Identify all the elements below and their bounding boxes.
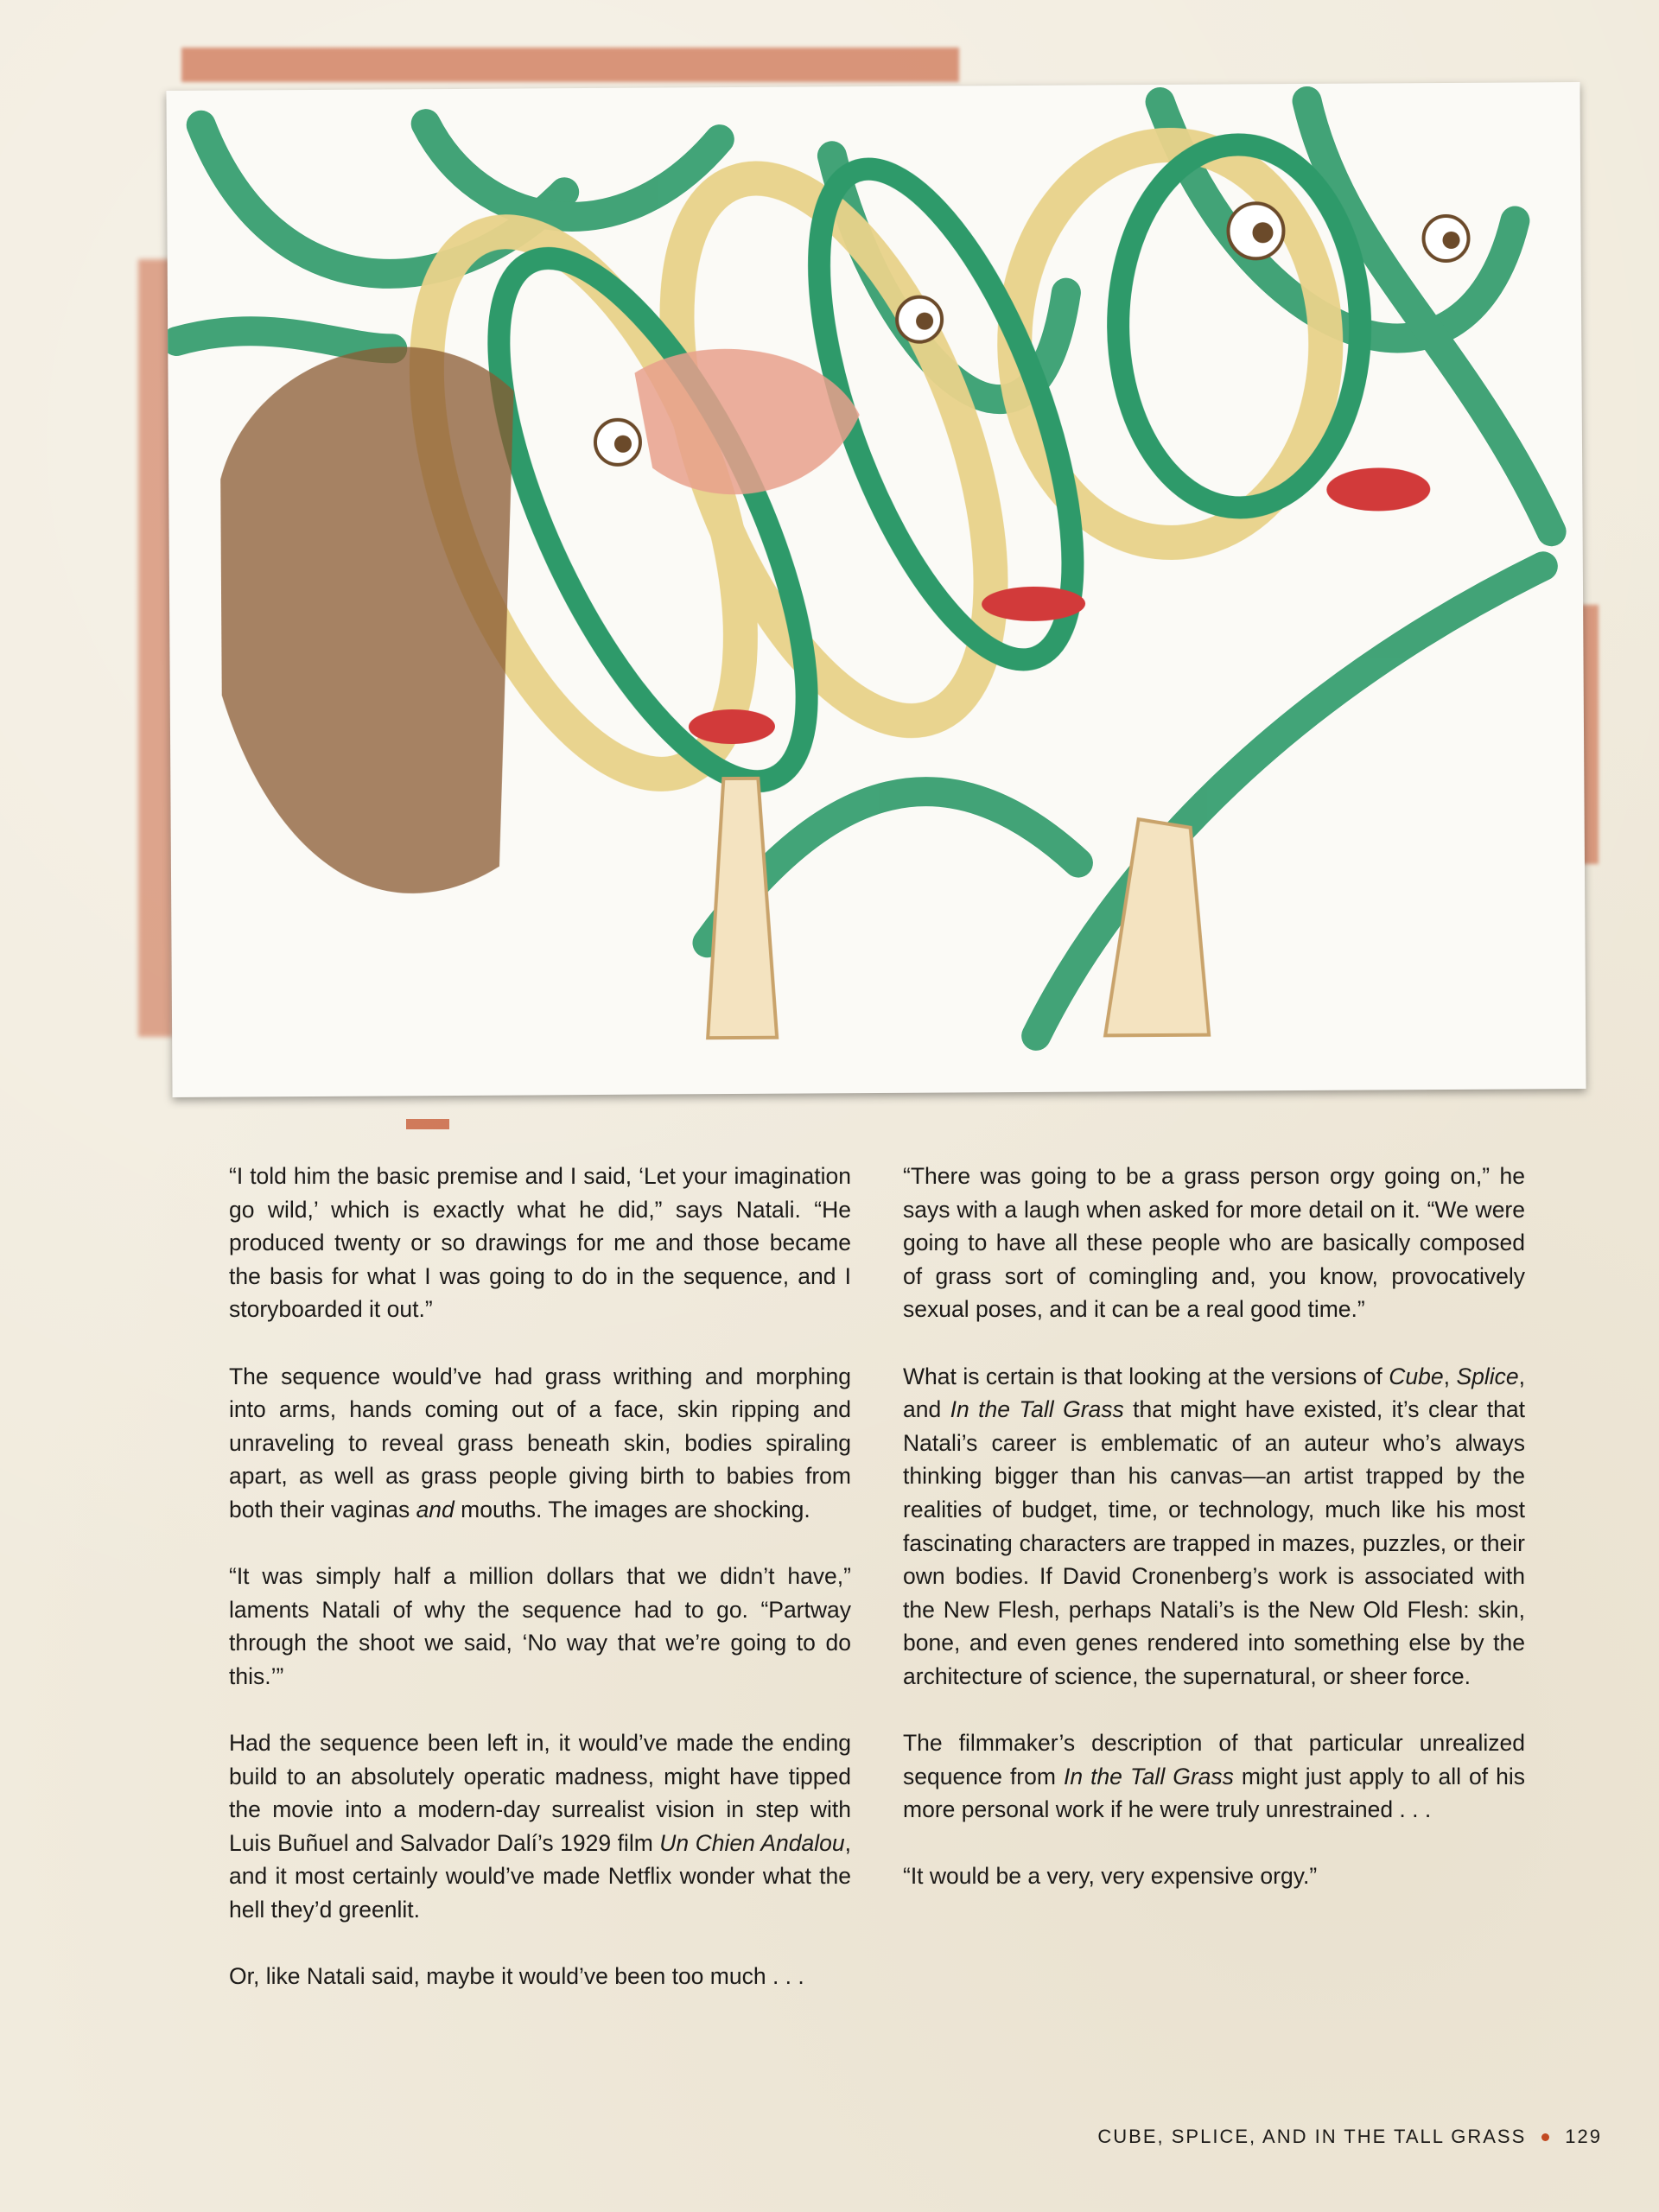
text-run: , and (903, 1363, 1526, 1423)
text-run: The filmmaker’s description of that particular unrealized sequence from (903, 1730, 1525, 1789)
paragraph (903, 1726, 1525, 1827)
paint-splatter (181, 48, 959, 82)
paragraph (229, 1360, 851, 1527)
paint-splatter (406, 1119, 449, 1129)
text-run: “I told him the basic premise and I said, ‘Let your imagination go wild,’ which is exactly what he did,” says Natali. “He produced twenty or so drawings for me and those became the basis for what I was going to do in the sequence, and I storyboarded it out.” (229, 1163, 851, 1323)
text-run: , (1443, 1363, 1457, 1389)
italic-text: In the Tall Grass (950, 1396, 1124, 1423)
text-run: “It would be a very, very expensive orgy.” (903, 1863, 1318, 1890)
text-run: Or, like Natali said, maybe it would’ve been too much . . . (229, 1963, 804, 1990)
text-run: , and it most certainly would’ve made Netflix wonder what the hell they’d greenlit. (229, 1829, 852, 1923)
hair (219, 346, 517, 895)
page-number: 129 (1565, 2126, 1602, 2147)
paragraph (229, 1960, 851, 1993)
paragraph (903, 1859, 1525, 1893)
paragraph (229, 1160, 851, 1326)
italic-text: Un Chien Andalou (659, 1829, 845, 1856)
italic-text: Splice (1456, 1363, 1519, 1389)
paragraph (903, 1360, 1525, 1694)
text-run: Had the sequence been left in, it would’ve made the ending build to an absolutely operatic madness, might have tipped the movie into a modern-day surrealist vision in step with Luis Buñuel and Salvador Dalí’s 1929 film (229, 1730, 851, 1856)
page-footer (1097, 2126, 1602, 2148)
paragraph (229, 1726, 851, 1927)
text-run: The sequence would’ve had grass writhing and morphing into arms, hands coming out of a face, skin ripping and unraveling to reveal grass beneath skin, bodies spiraling apart, as well as grass people giving birth to babies from both their vaginas (229, 1363, 851, 1522)
italic-text: Cube (1389, 1363, 1444, 1389)
text-run: What is certain is that looking at the versions of (903, 1363, 1389, 1389)
italic-text: In the Tall Grass (1063, 1763, 1234, 1789)
text-run: “There was going to be a grass person orgy going on,” he says with a laugh when asked for more detail on it. “We were going to have all these people who are basically composed of grass sort of comingling and, you know, provocatively sexual poses, and it can be a real good time.” (903, 1163, 1525, 1323)
paragraph (229, 1560, 851, 1693)
text-run: might just apply to all of his more personal work if he were truly unrestrained . . . (903, 1763, 1525, 1823)
right-text-column (903, 1160, 1525, 1927)
running-head: CUBE, SPLICE, AND IN THE TALL GRASS (1097, 2126, 1527, 2147)
text-run: “It was simply half a million dollars that we didn’t have,” laments Natali of why the sequence had to go. “Partway through the shoot we said, ‘No way that we’re going to do this.’” (229, 1563, 851, 1689)
text-run: that might have existed, it’s clear that Natali’s career is emblematic of an auteur who’s always thinking bigger than his canvas—an artist trapped by the realities of budget, time, or technology, much like his most fascinating characters are trapped in mazes, puzzles, or their own bodies. If David Cronenberg’s work is associated with the New Flesh, perhaps Natali’s is the New Old Flesh: skin, bone, and even genes rendered into something else by the architecture of science, the supernatural, or sheer force. (903, 1396, 1525, 1689)
text-run: mouths. The images are shocking. (454, 1496, 810, 1522)
storyboard-illustration (166, 82, 1586, 1097)
left-text-column (229, 1160, 851, 2026)
bullet-dot-icon (1541, 2133, 1549, 2141)
paragraph (903, 1160, 1525, 1326)
hands (706, 776, 1209, 1039)
italic-text: and (416, 1496, 454, 1522)
